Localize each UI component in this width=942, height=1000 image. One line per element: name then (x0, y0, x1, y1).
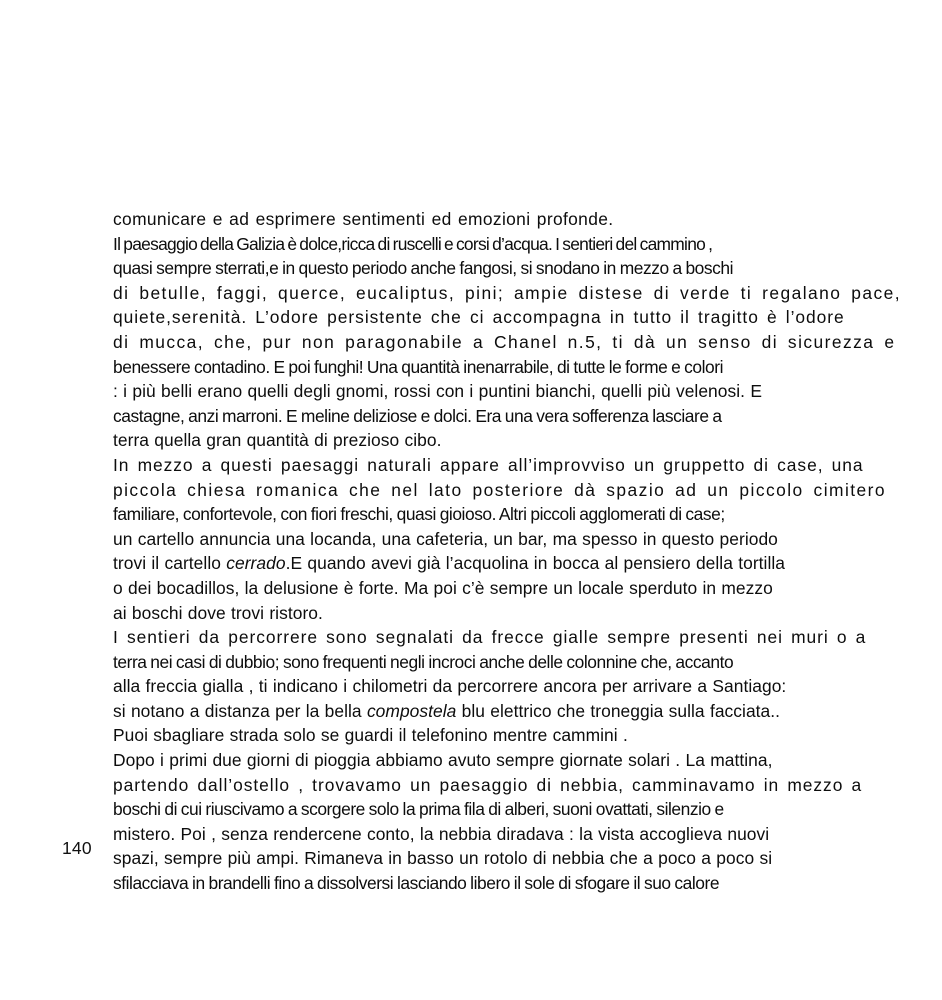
text-line: piccola chiesa romanica che nel lato posteriore dà spazio ad un piccolo cimitero (113, 479, 887, 500)
emphasised-term: cerrado (226, 553, 286, 574)
text-line: partendo dall’ostello , trovavamo un paesaggio di nebbia, camminavamo in mezzo a (113, 774, 863, 795)
text-line: castagne, anzi marroni. E meline deliziose e dolci. Era una vera sofferenza lasciare a (113, 405, 722, 426)
text-line: terra nei casi di dubbio; sono frequenti negli incroci anche delle colonnine che, accanto (113, 651, 734, 672)
text-line: quasi sempre sterrati,e in questo periodo anche fangosi, si snodano in mezzo a boschi (113, 258, 734, 279)
text-line: mistero. Poi , senza rendercene conto, la nebbia diradava : la vista accoglieva nuovi (113, 823, 770, 844)
text-line: ai boschi dove trovi ristoro. (113, 602, 323, 623)
text-line: benessere contadino. E poi funghi! Una quantità inenarrabile, di tutte le forme e colori (113, 356, 723, 377)
text-line: si notano a distanza per la bella compostela blu elettrico che troneggia sulla facciata.. (113, 700, 781, 721)
text-line: spazi, sempre più ampi. Rimaneva in basso un rotolo di nebbia che a poco a poco si (113, 848, 773, 869)
text-line: boschi di cui riuscivamo a scorgere solo la prima fila di alberi, suoni ovattati, silenzio e (113, 799, 724, 820)
text-line: Puoi sbagliare strada solo se guardi il telefonino mentre cammini . (113, 725, 628, 746)
text-line: alla freccia gialla , ti indicano i chilometri da percorrere ancora per arrivare a Santiago: (113, 676, 787, 697)
text-line: : i più belli erano quelli degli gnomi, rossi con i puntini bianchi, quelli più velenosi. E (113, 381, 762, 402)
text-line: di mucca, che, pur non paragonabile a Chanel n.5, ti dà un senso di sicurezza e (113, 331, 896, 352)
text-line: quiete,serenità. L’odore persistente che ci accompagna in tutto il tragitto è l’odore (113, 307, 845, 328)
text-line: trovi il cartello cerrado.E quando avevi già l’acquolina in bocca al pensiero della tortilla (113, 553, 786, 574)
text-line: di betulle, faggi, querce, eucaliptus, pini; ampie distese di verde ti regalano pace, (113, 282, 902, 303)
text-line: terra quella gran quantità di prezioso cibo. (113, 430, 442, 451)
text-line: In mezzo a questi paesaggi naturali appare all’improvviso un gruppetto di case, una (113, 454, 864, 475)
body-text-column (113, 207, 902, 896)
text-line: o dei bocadillos, la delusione è forte. Ma poi c’è sempre un locale sperduto in mezzo (113, 577, 773, 598)
text-line: un cartello annuncia una locanda, una cafeteria, un bar, ma spesso in questo periodo (113, 528, 778, 549)
text-line: Dopo i primi due giorni di pioggia abbiamo avuto sempre giornate solari . La mattina, (113, 750, 773, 771)
page-number: 140 (62, 838, 92, 858)
text-line: familiare, confortevole, con fiori freschi, quasi gioioso. Altri piccoli agglomerati di case; (113, 504, 725, 525)
text-line: comunicare e ad esprimere sentimenti ed emozioni profonde. (113, 209, 614, 229)
text-line: I sentieri da percorrere sono segnalati da frecce gialle sempre presenti nei muri o a (113, 627, 867, 648)
emphasised-term: compostela (366, 700, 457, 721)
text-line: Il paesaggio della Galizia è dolce,ricca di ruscelli e corsi d’acqua. I sentieri del cammino , (113, 233, 713, 254)
text-line: sfilacciava in brandelli fino a dissolversi lasciando libero il sole di sfogare il suo calore (113, 873, 720, 894)
